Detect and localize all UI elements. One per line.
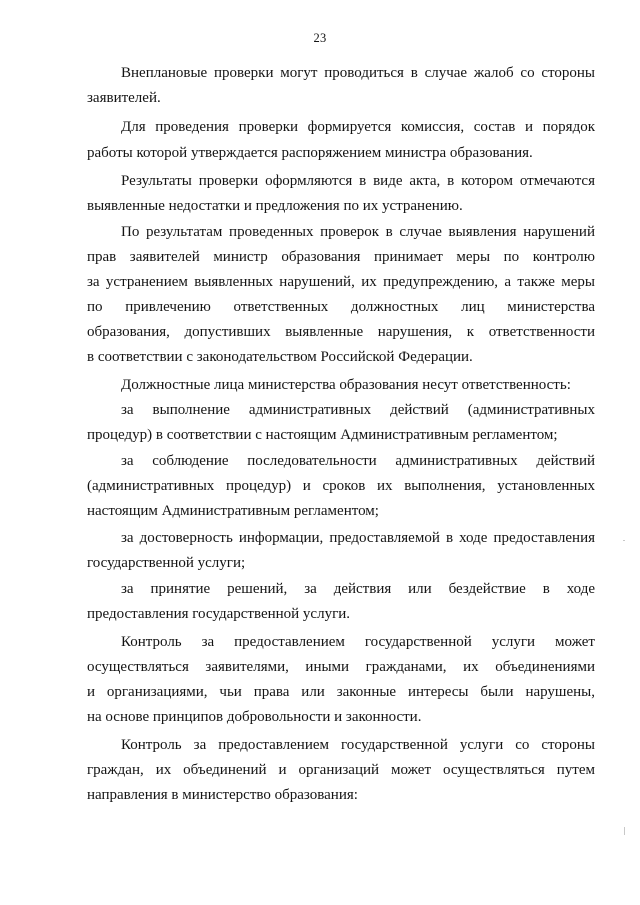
text-line: на основе принципов добровольности и законности. — [87, 709, 422, 725]
page-number: 23 — [313, 31, 327, 45]
text-line: настоящим Административным регламентом; — [87, 503, 379, 519]
text-line: заявителей. — [87, 90, 161, 106]
text-line: по привлечению ответственных должностных лиц министерства — [87, 299, 595, 315]
text-line: осуществляться заявителями, иными гражданами, их объединениями — [87, 659, 595, 675]
text-line: Контроль за предоставлением государственной услуги может — [121, 634, 595, 650]
text-line: образования, допустивших выявленные нарушения, к ответственности — [87, 324, 595, 340]
scan-speck — [624, 827, 625, 835]
text-line: за устранением выявленных нарушений, их предупреждению, а также меры — [87, 274, 595, 290]
scan-speck — [623, 540, 625, 541]
text-line: за соблюдение последовательности административных действий — [121, 453, 595, 469]
text-line: государственной услуги; — [87, 555, 246, 571]
text-line: прав заявителей министр образования принимает меры по контролю — [87, 249, 595, 265]
text-line: за выполнение административных действий (административных — [121, 402, 595, 418]
text-line: (административных процедур) и сроков их выполнения, установленных — [87, 478, 595, 494]
text-line: работы которой утверждается распоряжением министра образования. — [87, 145, 533, 161]
text-line: По результатам проведенных проверок в случае выявления нарушений — [121, 224, 595, 240]
text-line: направления в министерство образования: — [87, 787, 358, 803]
text-line: в соответствии с законодательством Российской Федерации. — [87, 349, 473, 365]
text-line: Внеплановые проверки могут проводиться в случае жалоб со стороны — [121, 65, 595, 81]
text-line: предоставления государственной услуги. — [87, 606, 351, 622]
text-line: за достоверность информации, предоставляемой в ходе предоставления — [121, 530, 595, 546]
text-line: и организациями, чьи права или законные интересы были нарушены, — [87, 684, 595, 700]
text-line: граждан, их объединений и организаций может осуществляться путем — [87, 762, 595, 778]
text-line: Должностные лица министерства образования несут ответственность: — [121, 377, 571, 393]
text-line: Результаты проверки оформляются в виде акта, в котором отмечаются — [121, 173, 595, 189]
text-line: выявленные недостатки и предложения по их устранению. — [87, 198, 463, 214]
text-line: Для проведения проверки формируется комиссия, состав и порядок — [121, 119, 595, 135]
text-line: Контроль за предоставлением государственной услуги со стороны — [121, 737, 595, 753]
text-line: процедур) в соответствии с настоящим Административным регламентом; — [87, 427, 558, 443]
text-line: за принятие решений, за действия или бездействие в ходе — [121, 581, 595, 597]
